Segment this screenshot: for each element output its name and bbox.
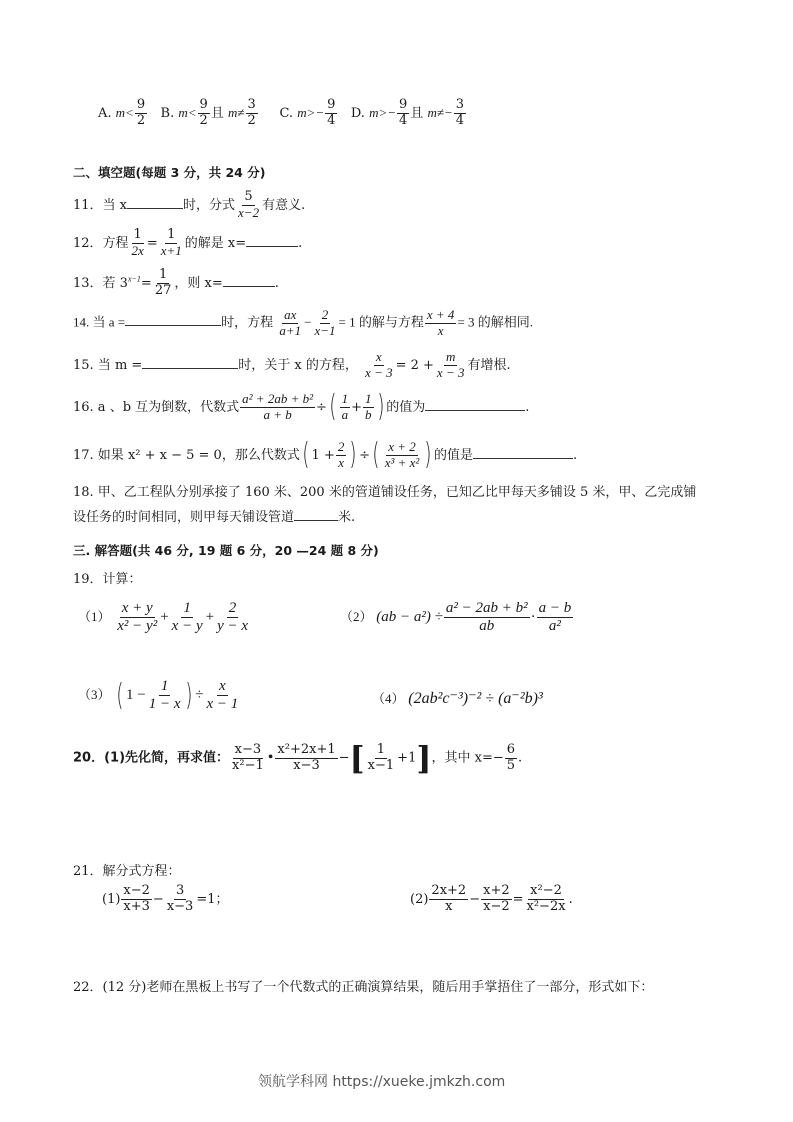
question-20 — [73, 739, 523, 777]
punctuation: . — [274, 275, 279, 291]
option-label: C. — [279, 105, 294, 121]
denominator: x−1 — [367, 757, 395, 773]
fraction — [165, 884, 196, 915]
denominator: 2x — [131, 242, 144, 258]
operator: ÷ — [359, 447, 370, 463]
fraction — [336, 440, 347, 471]
answer-blank[interactable] — [223, 274, 275, 287]
conjunction: 且 — [210, 105, 224, 121]
left-paren: ( — [302, 437, 310, 473]
question-text: 15. 当 m = — [73, 357, 143, 373]
fraction — [340, 392, 351, 423]
denominator: x — [437, 322, 444, 338]
denominator: x — [445, 898, 453, 914]
denominator: x+1 — [160, 242, 182, 258]
denominator: 4 — [455, 112, 465, 128]
numerator: x + 4 — [426, 307, 455, 322]
question-text: ，其中 x=− — [431, 750, 504, 766]
fraction — [121, 884, 152, 915]
numerator: 1 — [341, 391, 349, 406]
numerator: x+2 — [483, 883, 510, 898]
denominator: 2 — [136, 112, 146, 128]
term: 1 + — [311, 447, 335, 463]
numerator: 2 — [227, 600, 239, 618]
numerator: 1 — [158, 267, 168, 282]
question-19-title: 19．计算： — [73, 572, 142, 587]
numerator: x — [375, 349, 382, 364]
fraction — [363, 350, 395, 381]
part-label: (1) — [102, 891, 121, 907]
denominator: x³ + x² — [384, 454, 420, 470]
exponent: x−1 — [127, 274, 141, 284]
section-title-solve: 三. 解答题(共 46 分, 19 题 6 分，20 —24 题 8 分) — [73, 543, 379, 558]
fraction — [159, 228, 184, 259]
question-text: 时，分式 — [183, 197, 236, 213]
numerator: 3 — [247, 97, 256, 112]
punctuation: . — [298, 235, 303, 251]
question-19-part-1: （1） $\frac{x + y}{\text{x² − y²}}$ + $\frac{1}{x - y}$ + $\frac{2}{y - x}$ — [78, 600, 249, 635]
numerator: 1 — [159, 678, 171, 696]
question-text: =1； — [196, 891, 229, 907]
denominator: x²−1 — [232, 757, 264, 773]
numerator: x²−2 — [530, 883, 562, 898]
question-14 — [73, 308, 533, 339]
fraction — [325, 98, 337, 129]
denominator: y − x — [217, 618, 249, 635]
fraction — [537, 600, 574, 636]
operator: − — [304, 314, 312, 330]
fraction — [444, 600, 530, 636]
fraction — [115, 600, 159, 636]
question-text: 11．当 x — [73, 197, 128, 213]
option-b — [160, 97, 263, 128]
operator: ÷ — [316, 399, 327, 415]
operator: − — [469, 891, 481, 907]
question-21-part-2 — [410, 884, 573, 915]
q10-options — [98, 98, 467, 129]
operator: − — [152, 891, 164, 907]
option-relation: m< — [178, 104, 197, 120]
numerator: 9 — [199, 97, 208, 112]
answer-blank[interactable] — [294, 508, 338, 521]
question-text: 时，方程 — [221, 314, 274, 330]
fraction — [135, 98, 147, 129]
punctuation: . — [573, 447, 578, 463]
numerator: 2 — [321, 307, 329, 322]
question-text: 设任务的时间相同，则甲每天铺设管道 — [73, 510, 295, 525]
fraction — [277, 308, 303, 339]
fraction — [130, 228, 146, 259]
left-paren: ( — [329, 389, 337, 425]
fraction — [366, 743, 397, 774]
punctuation: . — [518, 750, 523, 766]
left-bracket: [ — [349, 739, 365, 777]
question-text: ，则 x= — [174, 275, 223, 291]
question-text: = 3 的解相同. — [457, 314, 534, 330]
section-title-fill-in: 二、填空题(每题 3 分，共 24 分) — [73, 165, 266, 180]
numerator: 2x+2 — [431, 883, 467, 898]
numerator: a² + 2ab + b² — [242, 391, 313, 406]
right-paren: ) — [424, 437, 432, 473]
fraction — [425, 308, 457, 339]
numerator: x + y — [120, 600, 155, 618]
question-19-part-3 — [78, 678, 241, 714]
fraction — [230, 743, 266, 774]
question-text: 20．(1)先化简，再求值： — [73, 750, 230, 766]
right-paren: ) — [185, 677, 193, 713]
conjunction: 且 — [410, 105, 424, 121]
question-13 — [73, 268, 279, 299]
denominator: a² — [548, 618, 561, 635]
fraction — [363, 392, 374, 423]
question-text: 时，关于 x 的方程， — [238, 357, 358, 373]
numerator: 1 — [376, 741, 386, 757]
part-label: （3） — [78, 687, 111, 703]
fraction — [204, 678, 240, 714]
question-text: 的值是 — [434, 447, 474, 463]
part-label: (2) — [410, 891, 429, 907]
right-paren: ) — [376, 389, 384, 425]
fraction — [215, 600, 250, 636]
denominator: x − 1 — [206, 696, 239, 713]
numerator: x + 2 — [388, 439, 416, 454]
fraction — [481, 884, 512, 915]
fraction — [240, 392, 315, 423]
question-21-title: 21．解分式方程： — [73, 864, 181, 879]
right-paren: ) — [349, 437, 357, 473]
operator: = — [512, 891, 524, 907]
answer-blank[interactable] — [125, 313, 221, 326]
question-text: 有意义. — [262, 197, 306, 213]
question-text: 的值为 — [386, 399, 426, 415]
fraction — [246, 98, 258, 129]
question-19-part-2 — [340, 600, 574, 636]
option-label: B. — [160, 105, 175, 121]
question-text: 米. — [338, 510, 356, 525]
fraction — [275, 743, 337, 774]
right-bracket: ] — [416, 739, 432, 777]
answer-blank[interactable] — [425, 398, 525, 411]
denominator: 4 — [327, 112, 336, 128]
option-label: A. — [98, 105, 112, 121]
denominator: x−2 — [238, 204, 260, 220]
question-text: 14. 当 a = — [73, 314, 126, 330]
denominator: 5 — [506, 757, 516, 773]
expression: (ab − a²) ÷ — [376, 609, 443, 626]
fraction — [505, 743, 517, 774]
denominator: x²−2x — [526, 898, 566, 914]
fraction — [153, 268, 174, 299]
question-text: = 1 的解与方程 — [338, 314, 424, 330]
numerator: 9 — [327, 97, 336, 112]
fraction — [147, 678, 183, 714]
option-relation: m< — [115, 104, 134, 120]
denominator: x — [338, 454, 344, 470]
part-label: （2） — [340, 609, 373, 625]
denominator: a+1 — [279, 322, 302, 338]
denominator: x−3 — [293, 757, 320, 773]
answer-blank[interactable] — [142, 356, 238, 369]
left-paren: ( — [116, 677, 124, 713]
denominator: a + b — [263, 406, 292, 422]
fraction — [383, 440, 422, 471]
option-a — [98, 97, 152, 128]
question-22: 22．(12 分)老师在黑板上书写了一个代数式的正确演算结果，随后用手掌捂住了一部分，形式如下： — [73, 980, 654, 995]
denominator: 2 — [199, 112, 208, 128]
term: 1 − — [125, 687, 146, 704]
answer-blank[interactable] — [473, 446, 573, 459]
fraction — [454, 98, 466, 129]
option-relation: m>− — [369, 104, 397, 120]
operator: − — [338, 750, 350, 766]
denominator: 4 — [399, 112, 408, 128]
numerator: m — [446, 349, 456, 364]
operator: + — [351, 399, 363, 415]
denominator: 2 — [247, 112, 256, 128]
question-12 — [73, 228, 302, 259]
numerator: 9 — [399, 97, 408, 112]
numerator: x²+2x+1 — [277, 741, 336, 757]
numerator: 2 — [337, 439, 345, 454]
question-text: 的解是 x= — [184, 235, 247, 251]
fraction — [397, 98, 409, 129]
option-label: D. — [350, 105, 365, 121]
numerator: 5 — [244, 189, 253, 204]
fraction — [198, 98, 210, 129]
answer-blank[interactable] — [127, 196, 183, 209]
operator: · — [530, 609, 536, 626]
left-paren: ( — [372, 437, 380, 473]
question-text: 16. a 、b 互为倒数，代数式 — [73, 399, 240, 415]
part-label: （1） — [78, 609, 111, 625]
numerator: 9 — [136, 97, 146, 112]
question-text: 有增根. — [467, 357, 511, 373]
denominator: x − y — [171, 618, 203, 635]
fraction — [236, 190, 261, 221]
denominator: x − 3 — [365, 364, 393, 380]
question-15 — [73, 350, 511, 381]
numerator: x−2 — [123, 883, 150, 898]
question-16 — [73, 389, 530, 425]
numerator: a − b — [537, 600, 574, 618]
operator: = 2 + — [395, 357, 434, 373]
denominator: x−3 — [166, 898, 194, 914]
fraction — [313, 308, 338, 339]
operator: ÷ — [195, 687, 204, 704]
question-17 — [73, 437, 578, 473]
fraction — [429, 884, 468, 915]
numerator: 1 — [167, 227, 176, 242]
operator: • — [266, 750, 275, 766]
option-c — [279, 97, 342, 128]
numerator: 1 — [181, 600, 193, 618]
denominator: x−1 — [314, 322, 336, 338]
operator: = — [146, 235, 158, 251]
option-relation: m≠ — [227, 104, 245, 120]
operator: = — [140, 275, 152, 291]
denominator: x² − y² — [117, 618, 158, 635]
part-label: （4） — [372, 691, 405, 706]
numerator: 1 — [133, 227, 142, 242]
numerator: 3 — [175, 883, 185, 898]
denominator: 27 — [154, 282, 172, 298]
question-21-part-1 — [102, 884, 229, 915]
denominator: a — [341, 406, 349, 422]
footer-watermark: 领航学科网 https://xueke.jmkzh.com — [258, 1074, 506, 1090]
option-d — [350, 97, 467, 128]
term: +1 — [397, 750, 417, 766]
denominator: 1 − x — [148, 696, 181, 713]
denominator: x−2 — [483, 898, 510, 914]
numerator: 6 — [506, 741, 516, 757]
option-relation: m≠− — [427, 104, 453, 120]
question-11 — [73, 190, 305, 221]
punctuation: . — [568, 891, 573, 907]
numerator: 3 — [455, 97, 465, 112]
numerator: 1 — [365, 391, 372, 406]
question-text: 13．若 3 — [73, 275, 128, 291]
denominator: b — [365, 406, 372, 422]
fraction — [525, 884, 568, 915]
numerator: x−3 — [234, 741, 262, 757]
question-text: 12．方程 — [73, 235, 129, 251]
question-text: 18. 甲、乙工程队分别承接了 160 米、200 米的管道铺设任务，已知乙比甲每天多铺设 5 米，甲、乙完成铺 — [73, 485, 697, 500]
option-relation: m>− — [297, 104, 325, 120]
expression: (2ab²c⁻³)⁻² ÷ (a⁻²b)³ — [408, 690, 543, 707]
numerator: ax — [284, 307, 297, 322]
numerator: x — [217, 678, 228, 696]
denominator: x − 3 — [436, 364, 465, 380]
denominator: x+3 — [123, 898, 150, 914]
fraction — [435, 350, 467, 381]
numerator: a² − 2ab + b² — [444, 600, 530, 618]
answer-blank[interactable] — [246, 234, 298, 247]
question-19-part-4 — [372, 688, 543, 708]
fraction — [170, 600, 205, 636]
denominator: ab — [479, 618, 495, 635]
punctuation: . — [525, 399, 530, 415]
question-18 — [73, 481, 696, 525]
question-text: 17. 如果 x² + x − 5 = 0，那么代数式 — [73, 447, 300, 463]
